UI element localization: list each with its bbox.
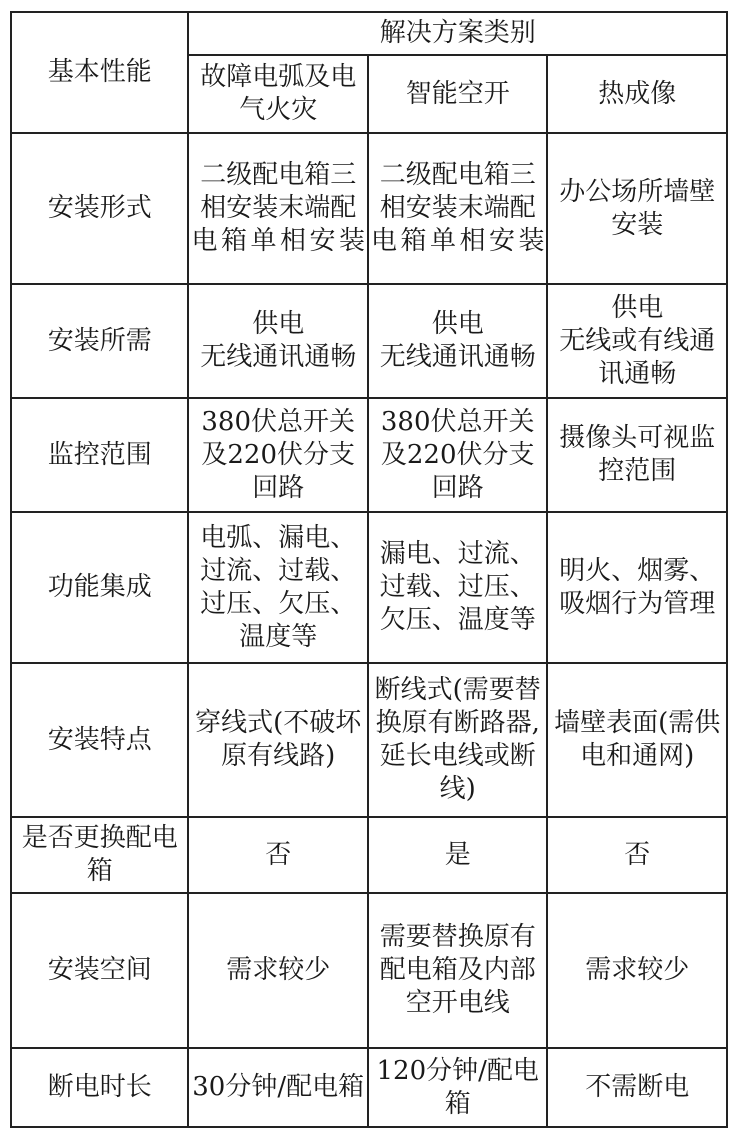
table-cell: 否 (547, 817, 727, 893)
row-label: 功能集成 (11, 512, 188, 663)
column-header-arc-fault: 故障电弧及电气火灾 (188, 55, 368, 133)
table-row (11, 398, 727, 512)
row-label: 是否更换配电箱 (11, 817, 188, 893)
table-cell: 摄像头可视监控范围 (547, 398, 727, 512)
table-cell: 120分钟/配电箱 (368, 1048, 548, 1127)
comparison-table-wrapper (10, 11, 728, 1128)
row-label: 安装所需 (11, 284, 188, 398)
row-label: 断电时长 (11, 1048, 188, 1127)
table-cell: 供电 无线通讯通畅 (188, 284, 368, 398)
table-cell: 380伏总开关及220伏分支回路 (368, 398, 548, 512)
row-label: 安装特点 (11, 663, 188, 817)
row-label: 安装形式 (11, 133, 188, 284)
table-cell: 墙壁表面(需供电和通网) (547, 663, 727, 817)
table-cell: 需要替换原有配电箱及内部空开电线 (368, 893, 548, 1048)
table-cell: 是 (368, 817, 548, 893)
table-cell: 供电 无线通讯通畅 (368, 284, 548, 398)
row-label: 监控范围 (11, 398, 188, 512)
table-cell: 380伏总开关及220伏分支回路 (188, 398, 368, 512)
table-cell: 穿线式(不破坏原有线路) (188, 663, 368, 817)
table-row (11, 133, 727, 284)
table-cell: 电弧、漏电、过流、过载、过压、欠压、温度等 (188, 512, 368, 663)
table-row (11, 284, 727, 398)
table-cell: 需求较少 (547, 893, 727, 1048)
row-label: 安装空间 (11, 893, 188, 1048)
table-cell: 断线式(需要替换原有断路器,延长电线或断线) (368, 663, 548, 817)
header-row-1 (11, 12, 727, 55)
solution-comparison-table (10, 11, 728, 1128)
table-cell: 否 (188, 817, 368, 893)
column-header-smart-breaker: 智能空开 (368, 55, 548, 133)
header-group-label: 解决方案类别 (188, 12, 727, 55)
table-cell: 二级配电箱三相安装末端配电箱单相安装 (368, 133, 548, 284)
table-cell: 办公场所墙壁安装 (547, 133, 727, 284)
header-row-label: 基本性能 (11, 12, 188, 133)
table-row (11, 893, 727, 1048)
table-row (11, 663, 727, 817)
column-header-thermal-imaging: 热成像 (547, 55, 727, 133)
table-cell: 不需断电 (547, 1048, 727, 1127)
table-cell: 明火、烟雾、吸烟行为管理 (547, 512, 727, 663)
table-cell: 漏电、过流、过载、过压、欠压、温度等 (368, 512, 548, 663)
table-row (11, 512, 727, 663)
table-row (11, 817, 727, 893)
table-cell: 需求较少 (188, 893, 368, 1048)
table-cell: 二级配电箱三相安装末端配电箱单相安装 (188, 133, 368, 284)
table-row (11, 1048, 727, 1127)
table-cell: 供电 无线或有线通讯通畅 (547, 284, 727, 398)
table-cell: 30分钟/配电箱 (188, 1048, 368, 1127)
